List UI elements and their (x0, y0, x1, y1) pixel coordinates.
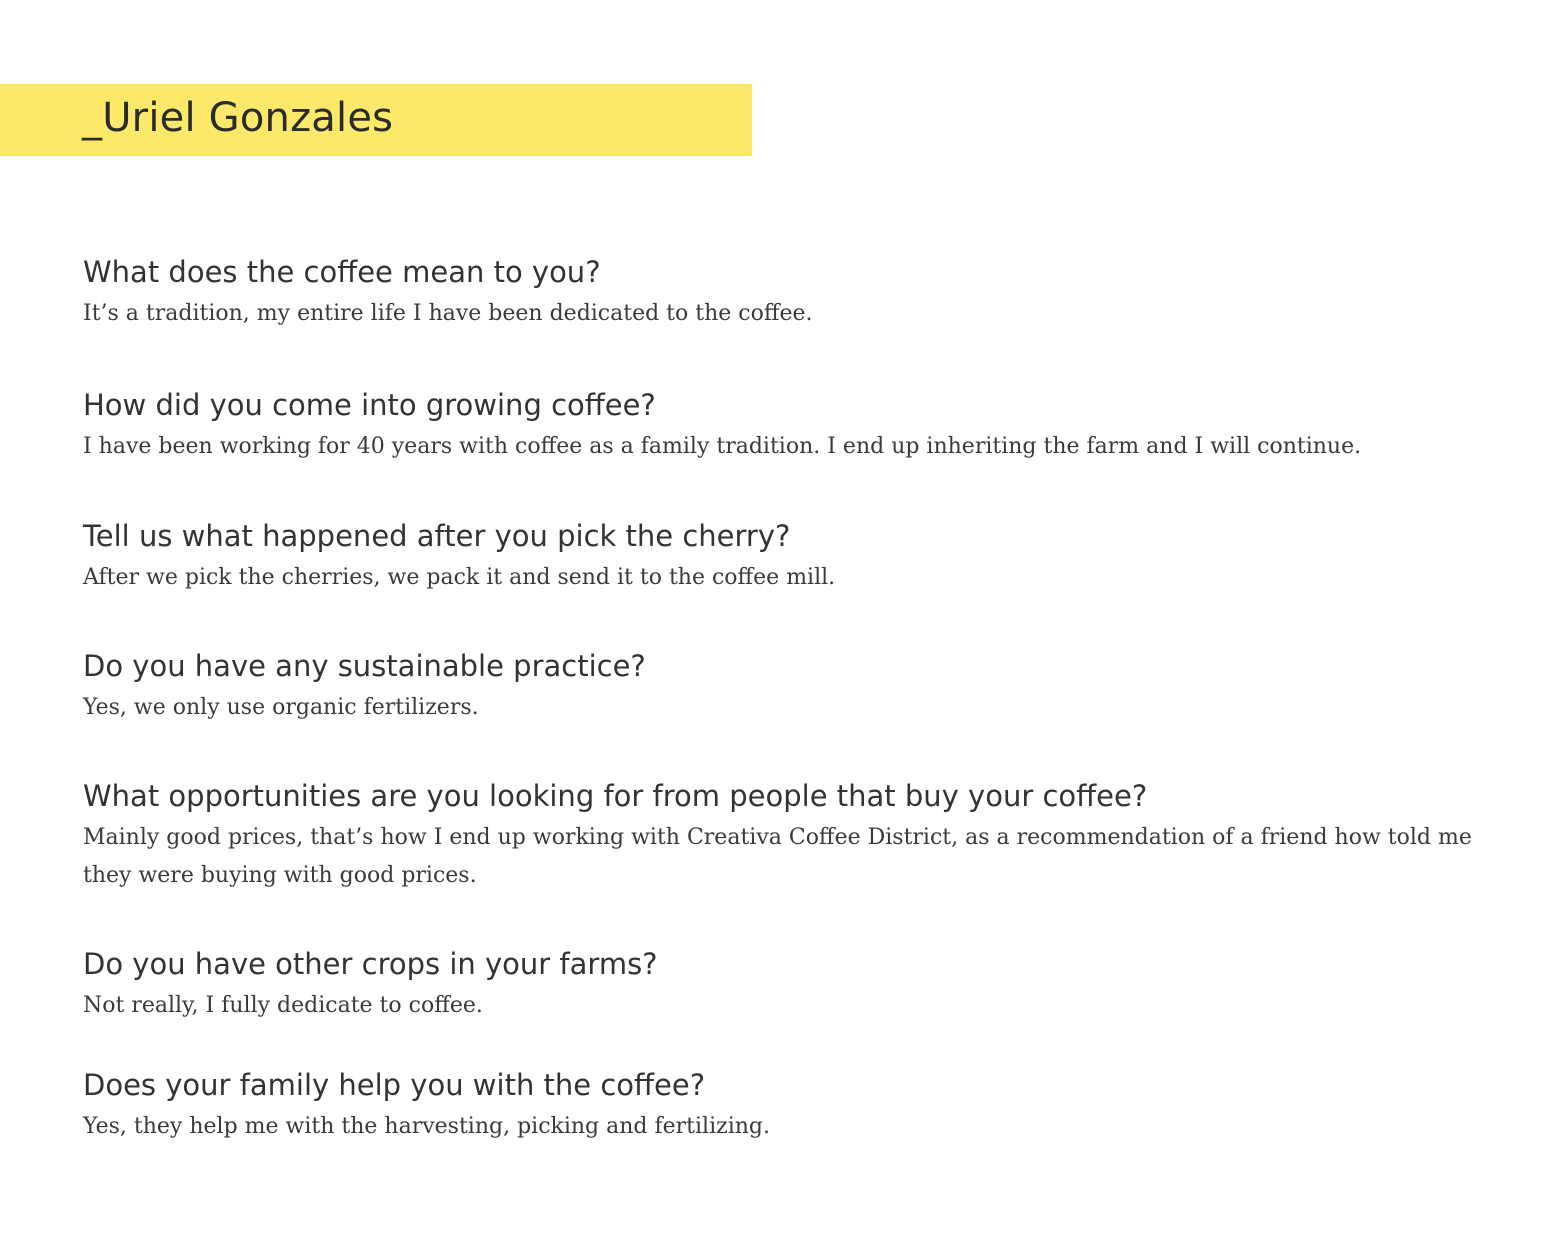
qa-item (83, 647, 1523, 727)
qa-item (83, 253, 1523, 333)
question-text: How did you come into growing coffee? (83, 388, 656, 422)
qa-item (83, 517, 1523, 597)
qa-item (83, 386, 1523, 466)
title-highlight-tab (0, 84, 78, 156)
question-text: Do you have other crops in your farms? (83, 947, 658, 981)
question-text: Tell us what happened after you pick the cherry? (83, 519, 791, 553)
question-text: What opportunities are you looking for from people that buy your coffee? (83, 779, 1148, 813)
qa-item (83, 777, 1523, 895)
answer-text: Yes, they help me with the harvesting, picking and fertilizing. (83, 1114, 770, 1139)
page-title: _Uriel Gonzales (82, 95, 394, 141)
answer-text: After we pick the cherries, we pack it and send it to the coffee mill. (83, 565, 836, 590)
question-text: What does the coffee mean to you? (83, 255, 601, 289)
question-text: Do you have any sustainable practice? (83, 649, 646, 683)
answer-text: Not really, I fully dedicate to coffee. (83, 993, 483, 1018)
question-text: Does your family help you with the coffee? (83, 1068, 706, 1102)
qa-item (83, 945, 1523, 1025)
answer-text: Yes, we only use organic fertilizers. (83, 695, 479, 720)
answer-text: I have been working for 40 years with coffee as a family tradition. I end up inheriting the farm and I will continue. (83, 434, 1362, 459)
answer-text: Mainly good prices, that’s how I end up working with Creativa Coffee District, as a recommendation of a friend how told me they were buying with good prices. (83, 825, 1472, 888)
qa-item (83, 1066, 1523, 1146)
answer-text: It’s a tradition, my entire life I have been dedicated to the coffee. (83, 301, 813, 326)
